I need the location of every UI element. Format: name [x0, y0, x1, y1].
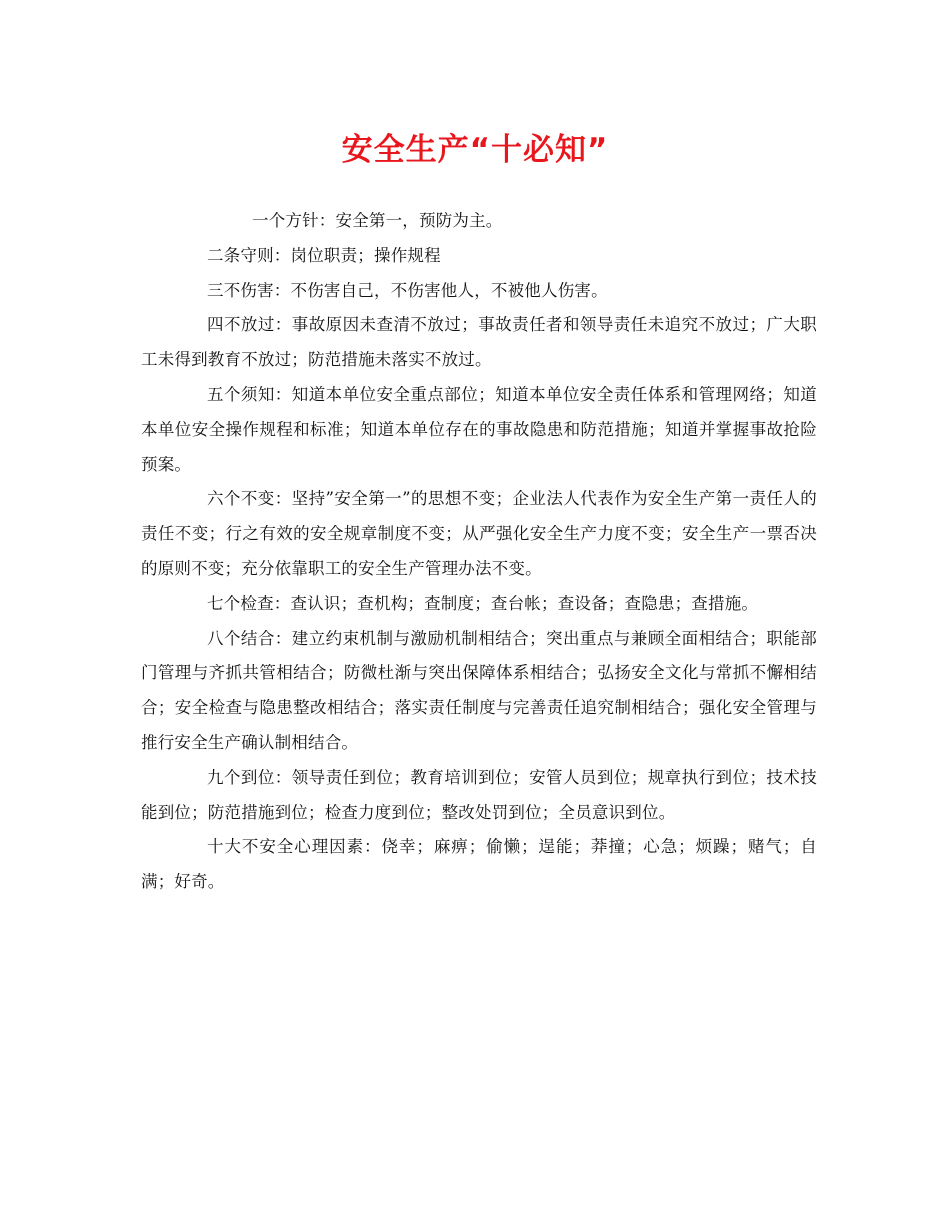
paragraph-nine-in-place: 九个到位：领导责任到位；教育培训到位；安管人员到位；规章执行到位；技术技能到位；防范措施到位；检查力度到位；整改处罚到位；全员意识到位。	[141, 767, 817, 822]
paragraph-ten-factors: 十大不安全心理因素：侥幸；麻痹；偷懒；逞能；莽撞；心急；烦躁；赌气；自满；好奇。	[141, 837, 817, 892]
paragraph-rules: 二条守则：岗位职责；操作规程	[207, 245, 441, 265]
paragraph-eight-combinations: 八个结合：建立约束机制与激励机制相结合；突出重点与兼顾全面相结合；职能部门管理与齐抓共管相结合；防微杜渐与突出保障体系相结合；弘扬安全文化与常抓不懈相结合；安全检查与隐患整改相结合；落实责任制度与完善责任追究制相结合；强化安全管理与推行安全生产确认制相结合。	[141, 628, 817, 752]
paragraph-no-harm: 三不伤害：不伤害自己，不伤害他人，不被他人伤害。	[207, 280, 608, 300]
paragraph-seven-checks: 七个检查：查认识；查机构；查制度；查台帐；查设备；查隐患；查措施。	[207, 593, 759, 613]
page-title: 安全生产“十必知”	[341, 132, 609, 168]
paragraph-six-unchanged: 六个不变：坚持”安全第一”的思想不变；企业法人代表作为安全生产第一责任人的责任不变；行之有效的安全规章制度不变；从严强化安全生产力度不变；安全生产一票否决的原则不变；充分依靠职工的安全生产管理办法不变。	[141, 489, 817, 578]
paragraph-policy: 一个方针：安全第一，预防为主。	[252, 211, 503, 230]
paragraph-five-must-know: 五个须知：知道本单位安全重点部位；知道本单位安全责任体系和管理网络；知道本单位安全操作规程和标准；知道本单位存在的事故隐患和防范措施；知道并掌握事故抢险预案。	[141, 384, 817, 474]
paragraph-four-never: 四不放过：事故原因未查清不放过；事故责任者和领导责任未追究不放过；广大职工未得到教育不放过；防范措施未落实不放过。	[141, 315, 817, 370]
document-body	[141, 204, 817, 900]
